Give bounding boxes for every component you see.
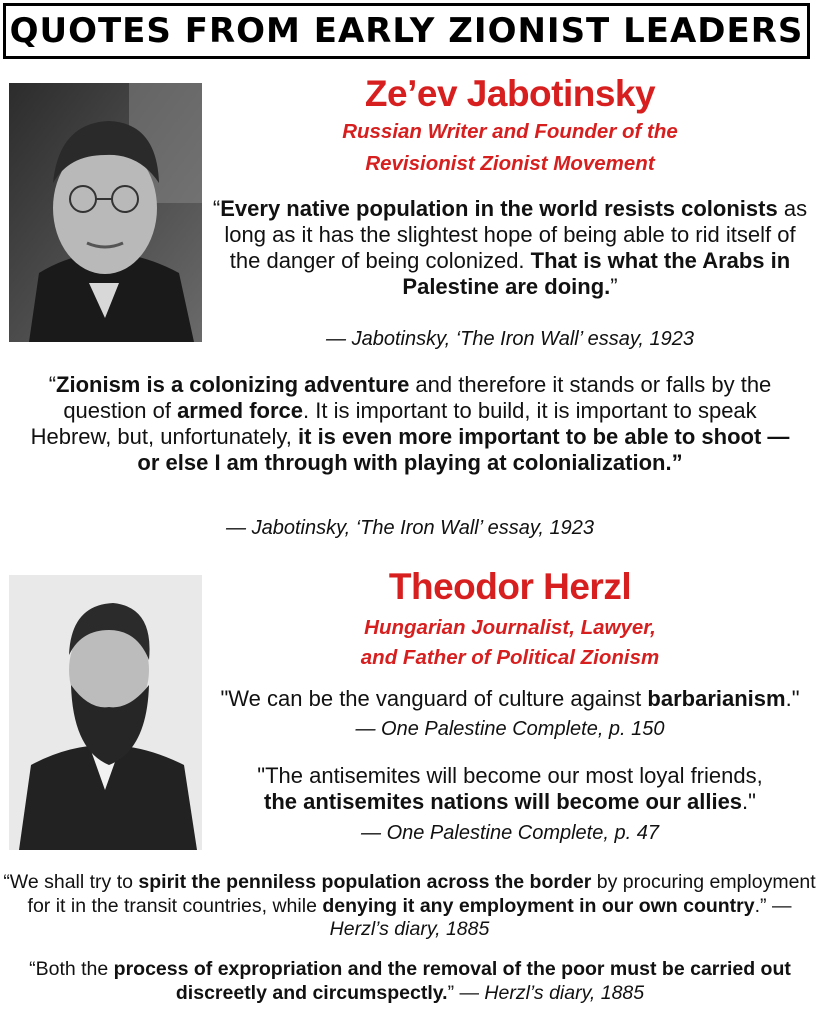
- jabotinsky-role-line2: Revisionist Zionist Movement: [365, 152, 655, 175]
- quote-emphasis: the antisemites nations will become our allies: [264, 789, 743, 814]
- jabotinsky-quote-1: [212, 196, 808, 300]
- quote-text: and therefore it stands or falls by the question of: [63, 372, 772, 423]
- quote-text: “We shall try to: [3, 871, 139, 893]
- jabotinsky-portrait: [9, 83, 202, 342]
- herzl-quote-1: [205, 686, 815, 712]
- quote-text: “Both the: [29, 958, 114, 980]
- quote-text: by procuring employment for it in the transit countries, while: [27, 871, 816, 917]
- quote-text: .": [742, 789, 756, 814]
- herzl-quote-2: [205, 763, 815, 815]
- jabotinsky-name: Ze’ev Jabotinsky: [364, 73, 656, 114]
- jabotinsky-quote-2: [20, 372, 800, 476]
- quote-text: .": [785, 686, 800, 711]
- jabotinsky-role-line1: Russian Writer and Founder of the: [342, 120, 678, 143]
- quote-open-mark: “: [212, 196, 221, 221]
- quote-text: "The antisemites will become our most loyal friends,: [257, 763, 763, 788]
- herzl-quote-3-citation: Herzl’s diary, 1885: [329, 918, 490, 940]
- quote-text: ” —: [447, 981, 485, 1004]
- quote-text: .” —: [754, 894, 792, 917]
- quote-text: "We can be the vanguard of culture against: [220, 686, 648, 711]
- quote-emphasis: Every native population in the world resists colonists: [220, 196, 778, 221]
- page-title: QUOTES FROM EARLY ZIONIST LEADERS: [9, 11, 804, 51]
- quote-emphasis: armed force: [177, 398, 304, 423]
- herzl-quote-3: [2, 871, 817, 942]
- herzl-quote-4: [20, 958, 800, 1005]
- portrait-photo-icon: [9, 575, 202, 850]
- portrait-photo-icon: [9, 83, 202, 342]
- quote-text: as long as it has the slightest hope of being able to rid itself of the danger of being colonized.: [224, 196, 808, 273]
- quote-emphasis: Zionism is a colonizing adventure: [56, 372, 410, 397]
- quote-emphasis: process of expropriation and the removal of the poor must be carried out discreetly and circumspectly.: [113, 958, 791, 1004]
- quote-emphasis: That is what the Arabs in Palestine are doing.: [402, 248, 791, 299]
- page-title-banner: [3, 3, 810, 59]
- jabotinsky-quote-1-citation: — Jabotinsky, ‘The Iron Wall’ essay, 1923: [326, 328, 694, 350]
- herzl-name: Theodor Herzl: [388, 566, 632, 607]
- herzl-role-line1: Hungarian Journalist, Lawyer,: [364, 616, 656, 639]
- jabotinsky-quote-2-citation: — Jabotinsky, ‘The Iron Wall’ essay, 1923: [226, 517, 594, 539]
- quote-text: . It is important to build, it is important to speak Hebrew, but, unfortunately,: [30, 398, 757, 449]
- herzl-quote-2-citation: — One Palestine Complete, p. 47: [361, 822, 659, 844]
- herzl-role-line2: and Father of Political Zionism: [360, 646, 660, 669]
- herzl-quote-4-citation: Herzl’s diary, 1885: [484, 981, 645, 1004]
- quote-open-mark: “: [48, 372, 57, 397]
- herzl-portrait: [9, 575, 202, 850]
- herzl-quote-1-citation: — One Palestine Complete, p. 150: [355, 718, 665, 740]
- quote-close-mark: ”: [610, 274, 618, 299]
- quote-emphasis: denying it any employment in our own country: [322, 894, 755, 917]
- quote-emphasis: it is even more important to be able to shoot — or else I am through with playing at colonialization.”: [137, 424, 790, 475]
- quote-emphasis: barbarianism: [647, 686, 786, 711]
- quote-emphasis: spirit the penniless population across the border: [138, 871, 592, 893]
